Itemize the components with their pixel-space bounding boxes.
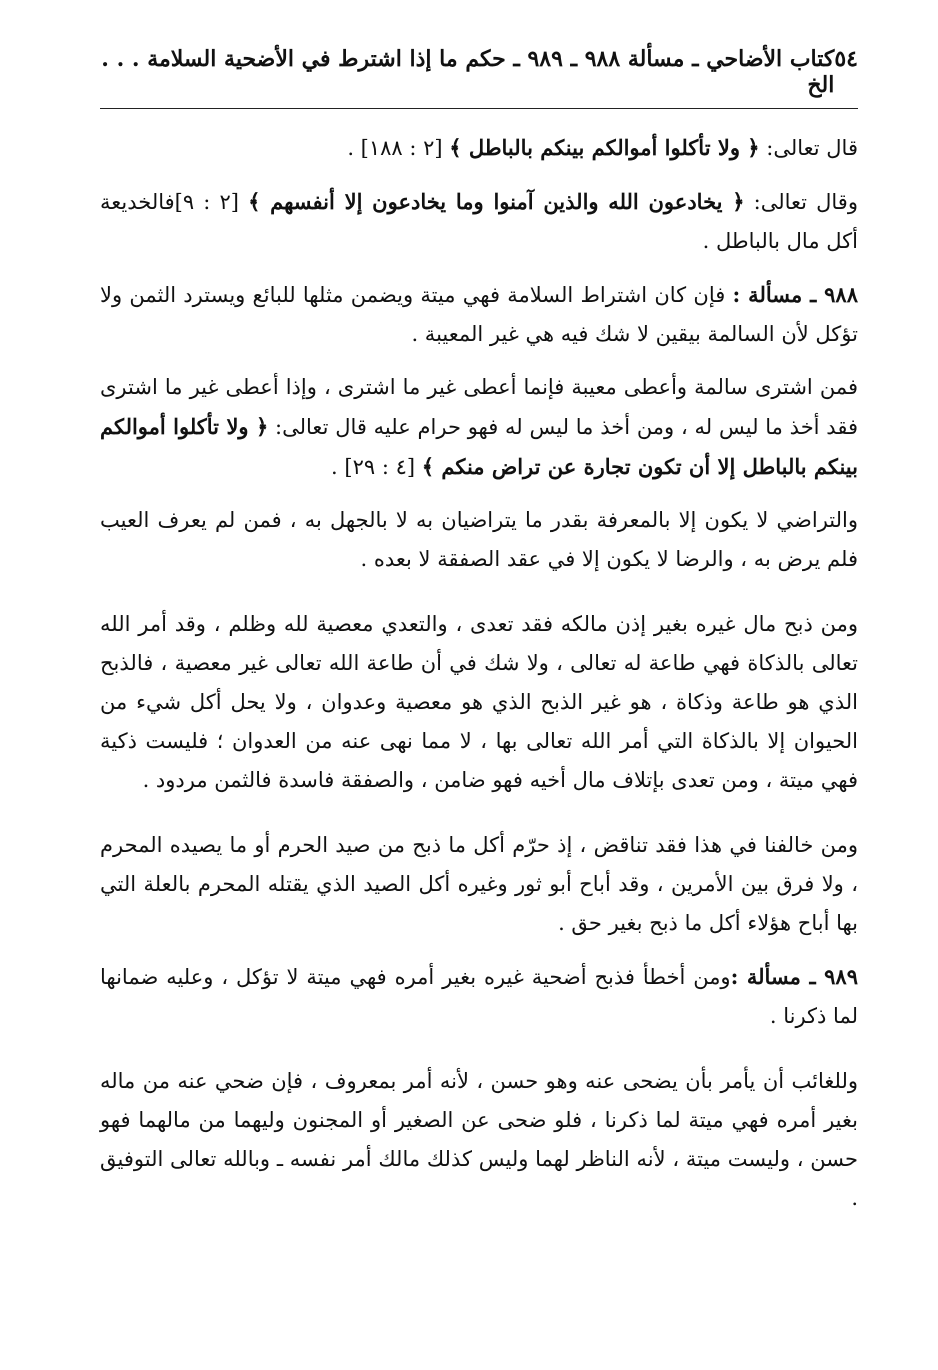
paragraph-9	[100, 1062, 858, 1218]
paragraph-text: والتراضي لا يكون إلا بالمعرفة بقدر ما يتراضيان به لا بالجهل به ، فمن لم يعرف العيب فلم يرض به ، والرضا لا يكون إلا في عقد الصفقة لا بعده .	[100, 508, 858, 571]
running-header	[100, 46, 858, 109]
paragraph-text: ومن أخطأ فذبح أضحية غيره بغير أمره فهي ميتة لا تؤكل ، وعليه ضمانها لما ذكرنا .	[100, 965, 858, 1028]
paragraph-text: وللغائب أن يأمر بأن يضحى عنه وهو حسن ، لأنه أمر بمعروف ، فإن ضحي عنه من ماله بغير أمره فهي ميتة لما ذكرنا ، فلو ضحى عن الصغير أو المجنون وليهما من مالهما فهو حسن ، وليست ميتة ، لأنه الناظر لهما وليس كذلك مالك أمر نفسه ـ وبالله تعالى التوفيق .	[100, 1069, 858, 1210]
paragraph-5	[100, 501, 858, 579]
quran-verse: ﴿ يخادعون الله والذين آمنوا وما يخادعون إلا أنفسهم ﴾	[248, 189, 745, 214]
paragraph-2	[100, 182, 858, 261]
paragraph-issue-989	[100, 957, 858, 1036]
page-number: ٥٤	[834, 46, 858, 72]
paragraph-text: ومن ذبح مال غيره بغير إذن مالكه فقد تعدى ، والتعدي معصية لله وظلم ، وقد أمر الله تعالى بالذكاة فهي طاعة له تعالى ، ولا شك في أن طاعة الله تعالى غير معصية ، فالذبح الذي هو طاعة وذكاة ، هو غير الذبح الذي هو معصية وعدوان ، ولا يحل أكل شيء من الحيوان إلا بالذكاة التي أمر الله تعالى بها ، لا مما نهى عنه من العدوان ؛ فليست ذكية فهي ميتة ، ومن تعدى بإتلاف مال أخيه فهو ضامن ، والصفقة فاسدة فالثمن مردود .	[100, 612, 858, 792]
paragraph-issue-988	[100, 275, 858, 354]
paragraph-text: فإن كان اشتراط السلامة فهي ميتة ويضمن مثلها للبائع ويسترد الثمن ولا تؤكل لأن السالمة بيقين لا شك فيه هي غير المعيبة .	[100, 283, 858, 346]
paragraph-6	[100, 605, 858, 800]
issue-label: ٩٨٨ ـ مسألة :	[732, 282, 858, 307]
paragraph-text: قال تعالى:	[759, 136, 858, 160]
verse-reference: [٤ : ٢٩] .	[331, 455, 422, 479]
body-text	[100, 128, 858, 1232]
running-title: كتاب الأضاحي ـ مسألة ٩٨٨ ـ ٩٨٩ ـ حكم ما إذا اشترط في الأضحية السلامة . . . الخ	[101, 46, 835, 98]
verse-reference: [٢ : ٩]فالخديعة أكل مال بالباطل .	[100, 190, 858, 253]
quran-verse: ﴿ ولا تأكلوا أموالكم بينكم بالباطل إلا أن تكون تجارة عن تراض منكم ﴾	[100, 414, 858, 479]
issue-label: ٩٨٩ ـ مسألة :	[730, 964, 858, 989]
paragraph-1	[100, 128, 858, 168]
paragraph-text: وقال تعالى:	[744, 190, 858, 214]
verse-reference: [٢ : ١٨٨] .	[347, 136, 450, 160]
paragraph-text: ومن خالفنا في هذا فقد تناقض ، إذ حرّم أكل ما ذبح من صيد الحرم أو ما يصيده المحرم ، ولا فرق بين الأمرين ، وقد أباح أبو ثور وغيره أكل الصيد الذي يقتله المحرم بالعلة التي بها أباح هؤلاء أكل ما ذبح بغير حق .	[100, 833, 858, 935]
quran-verse: ﴿ ولا تأكلوا أموالكم بينكم بالباطل ﴾	[449, 135, 760, 160]
paragraph-text: فمن اشترى سالمة وأعطى معيبة فإنما أعطى غير ما اشترى ، وإذا أعطى غير ما اشترى فقد أخذ ما ليس له ، ومن أخذ ما ليس له فهو حرام عليه قال تعالى:	[100, 375, 858, 439]
paragraph-4	[100, 368, 858, 487]
paragraph-7	[100, 826, 858, 943]
